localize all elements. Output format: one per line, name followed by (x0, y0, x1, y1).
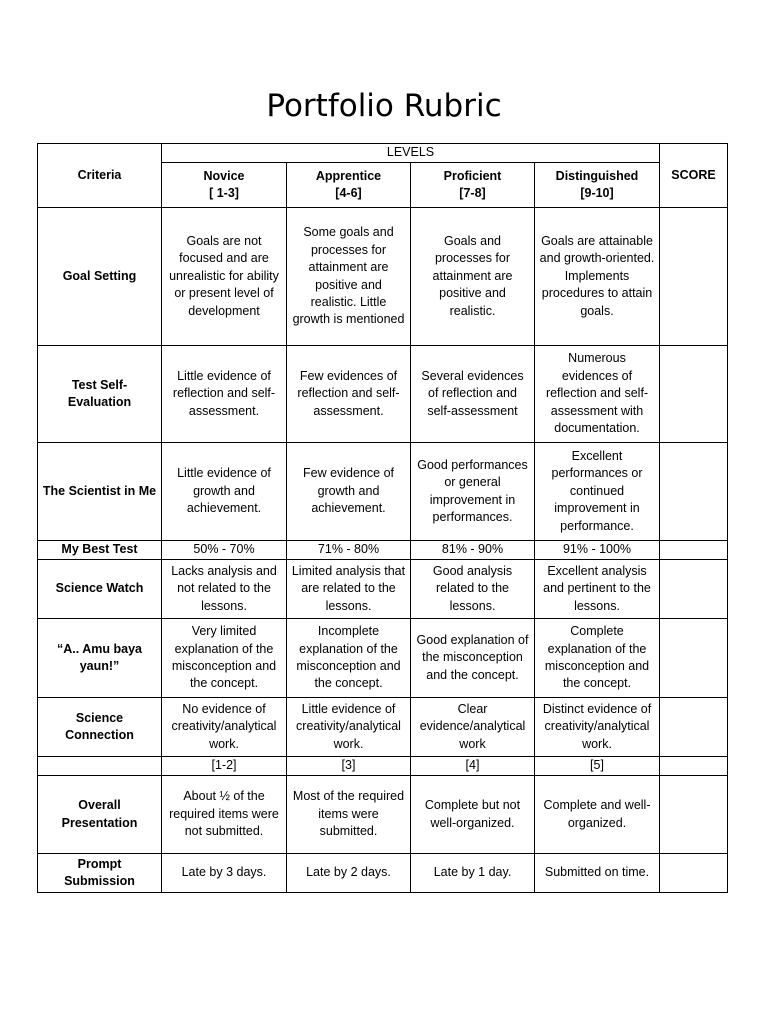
level-name: Apprentice (315, 168, 382, 183)
proficient-cell: 81% - 90% (411, 541, 535, 560)
novice-cell: [1-2] (162, 757, 287, 776)
distinguished-cell: [5] (535, 757, 660, 776)
distinguished-cell: Complete explanation of the misconception and the concept. (535, 619, 660, 698)
novice-cell: Little evidence of reflection and self-assessment. (162, 346, 287, 443)
rubric-row-science-connection (38, 698, 728, 757)
apprentice-cell: Limited analysis that are related to the lessons. (287, 560, 411, 619)
proficient-cell: Clear evidence/analytical work (411, 698, 535, 757)
novice-cell: About ½ of the required items were not submitted. (162, 776, 287, 854)
distinguished-cell: Goals are attainable and growth-oriented. Implements procedures to attain goals. (535, 208, 660, 346)
apprentice-cell: Late by 2 days. (287, 854, 411, 893)
apprentice-cell: Incomplete explanation of the misconception and the concept. (287, 619, 411, 698)
proficient-cell: Late by 1 day. (411, 854, 535, 893)
rubric-row-prompt-submission (38, 854, 728, 893)
rubric-row-scientist-in-me (38, 443, 728, 541)
apprentice-cell: Most of the required items were submitted. (287, 776, 411, 854)
level-header-novice (162, 163, 287, 208)
distinguished-cell: Excellent performances or continued improvement in performance. (535, 443, 660, 541)
proficient-cell: Complete but not well-organized. (411, 776, 535, 854)
distinguished-cell: Submitted on time. (535, 854, 660, 893)
page-title: Portfolio Rubric (266, 88, 502, 124)
level-name: Novice (203, 168, 245, 183)
rubric-row-my-best-test (38, 541, 728, 560)
criterion-cell (38, 757, 162, 776)
apprentice-cell: Few evidences of reflection and self-assessment. (287, 346, 411, 443)
novice-cell: Little evidence of growth and achievement. (162, 443, 287, 541)
score-cell (660, 698, 728, 757)
proficient-cell: Good analysis related to the lessons. (411, 560, 535, 619)
criterion-cell: My Best Test (38, 541, 162, 560)
proficient-cell: Several evidences of reflection and self-assessment (411, 346, 535, 443)
distinguished-cell: 91% - 100% (535, 541, 660, 560)
novice-cell: 50% - 70% (162, 541, 287, 560)
rubric-table (37, 143, 728, 893)
novice-cell: Goals are not focused and are unrealistic for ability or present level of development (162, 208, 287, 346)
rubric-row-points (38, 757, 728, 776)
levels-header: LEVELS (162, 144, 660, 163)
distinguished-cell: Excellent analysis and pertinent to the lessons. (535, 560, 660, 619)
apprentice-cell: [3] (287, 757, 411, 776)
apprentice-cell: Few evidence of growth and achievement. (287, 443, 411, 541)
proficient-cell: Good performances or general improvement in performances. (411, 443, 535, 541)
rubric-row-overall-presentation (38, 776, 728, 854)
level-range: [9-10] (580, 186, 614, 200)
score-cell (660, 208, 728, 346)
level-range: [7-8] (459, 186, 486, 200)
level-name: Distinguished (555, 168, 639, 183)
distinguished-cell: Complete and well-organized. (535, 776, 660, 854)
rubric-row-test-self-evaluation (38, 346, 728, 443)
criterion-cell: Science Watch (38, 560, 162, 619)
distinguished-cell: Numerous evidences of reflection and self-assessment with documentation. (535, 346, 660, 443)
criteria-header: Criteria (38, 144, 162, 208)
level-header-proficient (411, 163, 535, 208)
proficient-cell: Good explanation of the misconception and the concept. (411, 619, 535, 698)
level-name: Proficient (443, 168, 502, 183)
score-cell (660, 757, 728, 776)
score-cell (660, 619, 728, 698)
proficient-cell: [4] (411, 757, 535, 776)
novice-cell: Lacks analysis and not related to the lessons. (162, 560, 287, 619)
score-cell (660, 443, 728, 541)
distinguished-cell: Distinct evidence of creativity/analytical work. (535, 698, 660, 757)
score-cell (660, 854, 728, 893)
level-range: [4-6] (335, 186, 362, 200)
novice-cell: No evidence of creativity/analytical work. (162, 698, 287, 757)
score-cell (660, 541, 728, 560)
novice-cell: Late by 3 days. (162, 854, 287, 893)
score-cell (660, 560, 728, 619)
apprentice-cell: Some goals and processes for attainment are positive and realistic. Little growth is mentioned (287, 208, 411, 346)
apprentice-cell: Little evidence of creativity/analytical work. (287, 698, 411, 757)
novice-cell: Very limited explanation of the misconception and the concept. (162, 619, 287, 698)
rubric-row-amu-baya-yaun (38, 619, 728, 698)
criterion-cell: Science Connection (38, 698, 162, 757)
criterion-cell: Overall Presentation (38, 776, 162, 854)
rubric-row-science-watch (38, 560, 728, 619)
score-header: SCORE (660, 144, 728, 208)
level-range: [ 1-3] (209, 186, 239, 200)
criterion-cell: Goal Setting (38, 208, 162, 346)
score-cell (660, 776, 728, 854)
proficient-cell: Goals and processes for attainment are positive and realistic. (411, 208, 535, 346)
level-header-distinguished (535, 163, 660, 208)
score-cell (660, 346, 728, 443)
rubric-row-goal-setting (38, 208, 728, 346)
apprentice-cell: 71% - 80% (287, 541, 411, 560)
criterion-cell: The Scientist in Me (38, 443, 162, 541)
criterion-cell: “A.. Amu baya yaun!” (38, 619, 162, 698)
criterion-cell: Prompt Submission (38, 854, 162, 893)
header-row-levels (38, 144, 728, 163)
criterion-cell: Test Self-Evaluation (38, 346, 162, 443)
level-header-apprentice (287, 163, 411, 208)
